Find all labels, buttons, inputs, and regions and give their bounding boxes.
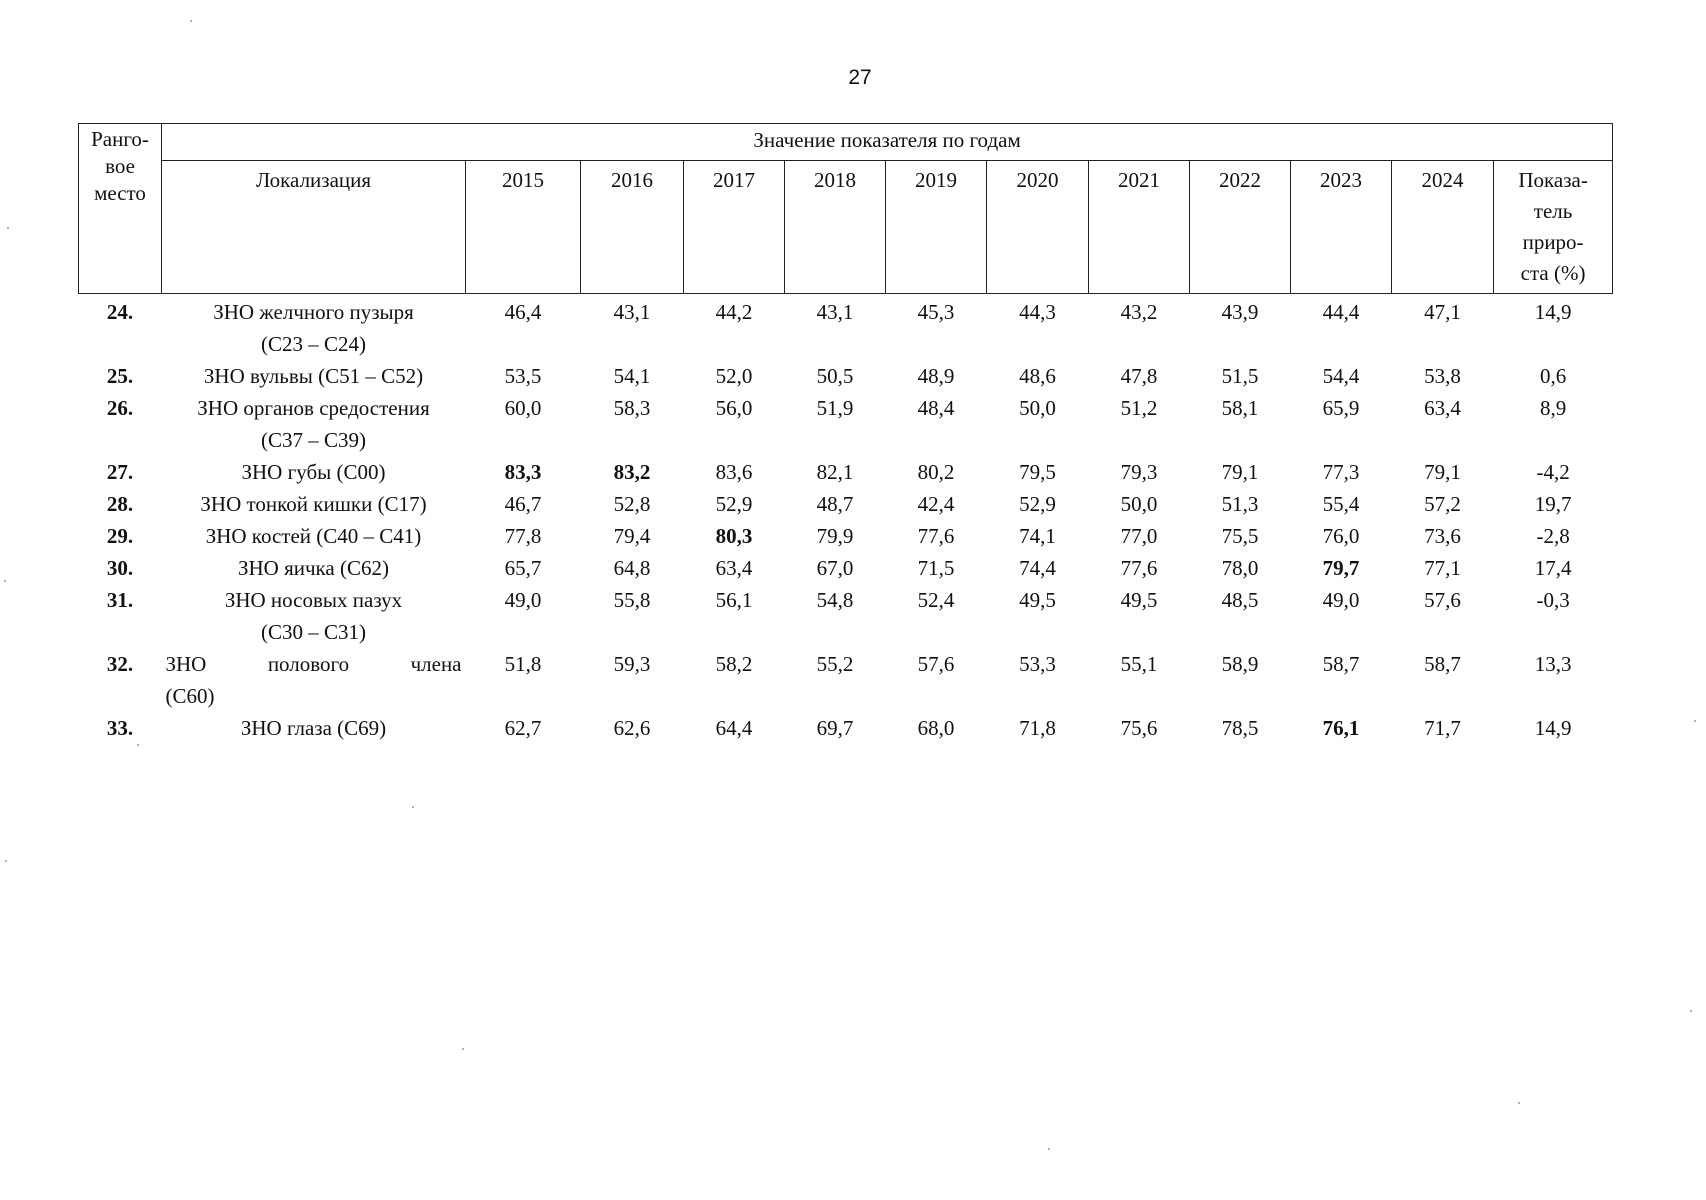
growth-cell: -0,3 [1536,588,1570,612]
year-header: 2015 [466,161,581,294]
year-header: 2022 [1190,161,1291,294]
value-cell: 77,8 [504,524,542,548]
value-cell: 49,5 [1120,588,1158,612]
value-cell: 57,6 [917,652,955,676]
value-cell: 53,5 [504,364,542,388]
location-line: (С60) [165,684,215,708]
value-cell: 42,4 [917,492,955,516]
value-cell: 51,3 [1221,492,1259,516]
table-row [79,294,1613,361]
growth-cell: 8,9 [1539,396,1567,420]
location-cell [162,552,466,584]
location-cell [162,360,466,392]
value-cell: 52,9 [715,492,753,516]
value-cell: 64,4 [715,716,753,740]
table-row [79,488,1613,520]
value-cell: 51,8 [504,652,542,676]
scan-speck [1048,1148,1050,1150]
table-row [79,456,1613,488]
value-cell: 77,3 [1322,460,1360,484]
rank-cell: 25. [106,364,134,388]
location-line: (С30 – С31) [261,620,366,644]
scan-speck [412,806,414,808]
growth-cell: -2,8 [1536,524,1570,548]
table-row [79,712,1613,744]
value-cell: 74,1 [1019,524,1056,548]
location-line: ЗНО полового члена [165,652,462,676]
value-cell: 64,8 [613,556,651,580]
value-cell: 79,9 [816,524,854,548]
rank-header-line: Ранго- [91,127,149,151]
value-cell: 68,0 [917,716,955,740]
value-cell: 47,1 [1424,300,1461,324]
growth-header-line: тель [1533,199,1573,223]
rank-header-line: вое [105,154,135,178]
table-row [79,648,1613,712]
scan-speck [462,1048,464,1050]
value-cell: 55,8 [613,588,651,612]
location-cell [162,456,466,488]
growth-header-line: Показа- [1518,168,1588,192]
value-cell: 55,2 [816,652,854,676]
value-cell: 53,3 [1019,652,1056,676]
value-cell: 57,2 [1424,492,1461,516]
value-cell: 74,4 [1019,556,1056,580]
value-cell: 67,0 [816,556,854,580]
value-cell: 54,4 [1322,364,1360,388]
year-header: 2020 [987,161,1089,294]
rank-cell: 32. [106,652,134,676]
location-line: ЗНО органов средостения [197,396,430,420]
value-cell: 58,2 [715,652,753,676]
location-line: ЗНО костей (С40 – С41) [205,524,422,548]
value-cell: 77,6 [917,524,955,548]
scan-speck [1690,1010,1692,1012]
page-number: 27 [848,66,872,89]
growth-header-line: ста (%) [1520,261,1586,285]
value-cell: 75,5 [1221,524,1259,548]
value-cell: 83,3 [504,460,542,484]
value-cell: 45,3 [917,300,955,324]
value-cell: 78,5 [1221,716,1259,740]
value-cell: 79,3 [1120,460,1158,484]
value-cell: 48,4 [917,396,955,420]
table-row [79,584,1613,648]
growth-cell: 19,7 [1534,492,1572,516]
scan-speck [190,20,192,22]
value-cell: 65,7 [504,556,542,580]
value-cell: 79,1 [1424,460,1461,484]
value-cell: 65,9 [1322,396,1360,420]
value-cell: 58,9 [1221,652,1259,676]
growth-cell: 14,9 [1534,300,1572,324]
value-cell: 77,0 [1120,524,1158,548]
location-cell [162,520,466,552]
value-cell: 79,4 [613,524,651,548]
rank-cell: 24. [106,300,134,324]
location-line: ЗНО яичка (С62) [237,556,389,580]
rank-cell: 26. [106,396,134,420]
value-cell: 75,6 [1120,716,1158,740]
value-cell: 51,5 [1221,364,1259,388]
value-cell: 73,6 [1424,524,1461,548]
value-cell: 52,0 [715,364,753,388]
value-cell: 69,7 [816,716,854,740]
value-cell: 52,4 [917,588,955,612]
value-cell: 76,0 [1322,524,1360,548]
growth-cell: 14,9 [1534,716,1572,740]
value-cell: 56,0 [715,396,753,420]
year-header: 2018 [785,161,886,294]
value-cell: 58,7 [1424,652,1461,676]
rank-header [79,124,162,294]
scan-speck [4,580,6,582]
value-cell: 77,6 [1120,556,1158,580]
location-cell [162,648,466,712]
value-cell: 78,0 [1221,556,1259,580]
value-cell: 62,7 [504,716,542,740]
rank-cell: 29. [106,524,134,548]
scan-speck [1694,720,1696,722]
value-cell: 83,2 [613,460,651,484]
location-cell [162,584,466,648]
value-cell: 51,9 [816,396,854,420]
scan-speck [1518,1102,1520,1104]
rank-cell: 27. [106,460,134,484]
scan-speck [5,860,7,862]
table-row [79,520,1613,552]
location-cell [162,294,466,361]
location-line: (С23 – С24) [261,332,366,356]
value-cell: 79,1 [1221,460,1259,484]
location-cell [162,712,466,744]
rank-header-line: место [94,181,146,205]
value-cell: 54,8 [816,588,854,612]
group-header: Значение показателя по годам [162,124,1613,161]
table-row [79,552,1613,584]
location-line: (С37 – С39) [261,428,366,452]
growth-cell: 13,3 [1534,652,1572,676]
value-cell: 46,4 [504,300,542,324]
value-cell: 43,1 [816,300,854,324]
value-cell: 54,1 [613,364,651,388]
value-cell: 52,8 [613,492,651,516]
location-line: ЗНО носовых пазух [224,588,403,612]
growth-header-line: приро- [1522,230,1584,254]
value-cell: 49,0 [504,588,542,612]
growth-cell: -4,2 [1536,460,1570,484]
value-cell: 48,6 [1019,364,1056,388]
value-cell: 52,9 [1019,492,1056,516]
value-cell: 44,2 [715,300,753,324]
value-cell: 79,7 [1322,556,1360,580]
scan-speck [137,744,139,746]
rank-cell: 31. [106,588,134,612]
year-header: 2019 [886,161,987,294]
value-cell: 57,6 [1424,588,1461,612]
rank-cell: 33. [106,716,134,740]
value-cell: 48,5 [1221,588,1259,612]
value-cell: 53,8 [1424,364,1461,388]
value-cell: 43,9 [1221,300,1259,324]
value-cell: 43,2 [1120,300,1158,324]
value-cell: 43,1 [613,300,651,324]
value-cell: 47,8 [1120,364,1158,388]
value-cell: 58,3 [613,396,651,420]
location-line: ЗНО глаза (С69) [240,716,387,740]
value-cell: 80,3 [715,524,753,548]
year-header: 2017 [684,161,785,294]
location-line: ЗНО тонкой кишки (С17) [200,492,427,516]
value-cell: 79,5 [1019,460,1056,484]
growth-header [1494,161,1613,294]
value-cell: 83,6 [715,460,753,484]
value-cell: 82,1 [816,460,854,484]
value-cell: 49,5 [1019,588,1056,612]
value-cell: 76,1 [1322,716,1360,740]
value-cell: 55,1 [1120,652,1158,676]
table-row [79,392,1613,456]
value-cell: 44,4 [1322,300,1360,324]
value-cell: 46,7 [504,492,542,516]
value-cell: 48,9 [917,364,955,388]
incidence-table [78,123,1613,744]
value-cell: 50,0 [1019,396,1056,420]
value-cell: 49,0 [1322,588,1360,612]
value-cell: 63,4 [715,556,753,580]
value-cell: 71,8 [1019,716,1056,740]
location-cell [162,392,466,456]
value-cell: 59,3 [613,652,651,676]
value-cell: 77,1 [1424,556,1461,580]
location-cell [162,488,466,520]
growth-cell: 0,6 [1539,364,1567,388]
value-cell: 48,7 [816,492,854,516]
scan-speck [7,227,9,229]
value-cell: 63,4 [1424,396,1461,420]
value-cell: 55,4 [1322,492,1360,516]
location-header: Локализация [162,161,466,294]
growth-cell: 17,4 [1534,556,1572,580]
value-cell: 50,0 [1120,492,1158,516]
location-line: ЗНО желчного пузыря [213,300,414,324]
location-line: ЗНО губы (С00) [241,460,386,484]
table-row [79,360,1613,392]
year-header: 2016 [581,161,684,294]
value-cell: 56,1 [715,588,753,612]
rank-cell: 28. [106,492,134,516]
value-cell: 50,5 [816,364,854,388]
rank-cell: 30. [106,556,134,580]
value-cell: 58,7 [1322,652,1360,676]
value-cell: 71,5 [917,556,955,580]
year-header: 2024 [1392,161,1494,294]
value-cell: 62,6 [613,716,651,740]
value-cell: 71,7 [1424,716,1461,740]
value-cell: 44,3 [1019,300,1056,324]
value-cell: 80,2 [917,460,955,484]
year-header: 2021 [1089,161,1190,294]
year-header: 2023 [1291,161,1392,294]
location-line: ЗНО вульвы (С51 – С52) [203,364,424,388]
value-cell: 60,0 [504,396,542,420]
value-cell: 58,1 [1221,396,1259,420]
value-cell: 51,2 [1120,396,1158,420]
